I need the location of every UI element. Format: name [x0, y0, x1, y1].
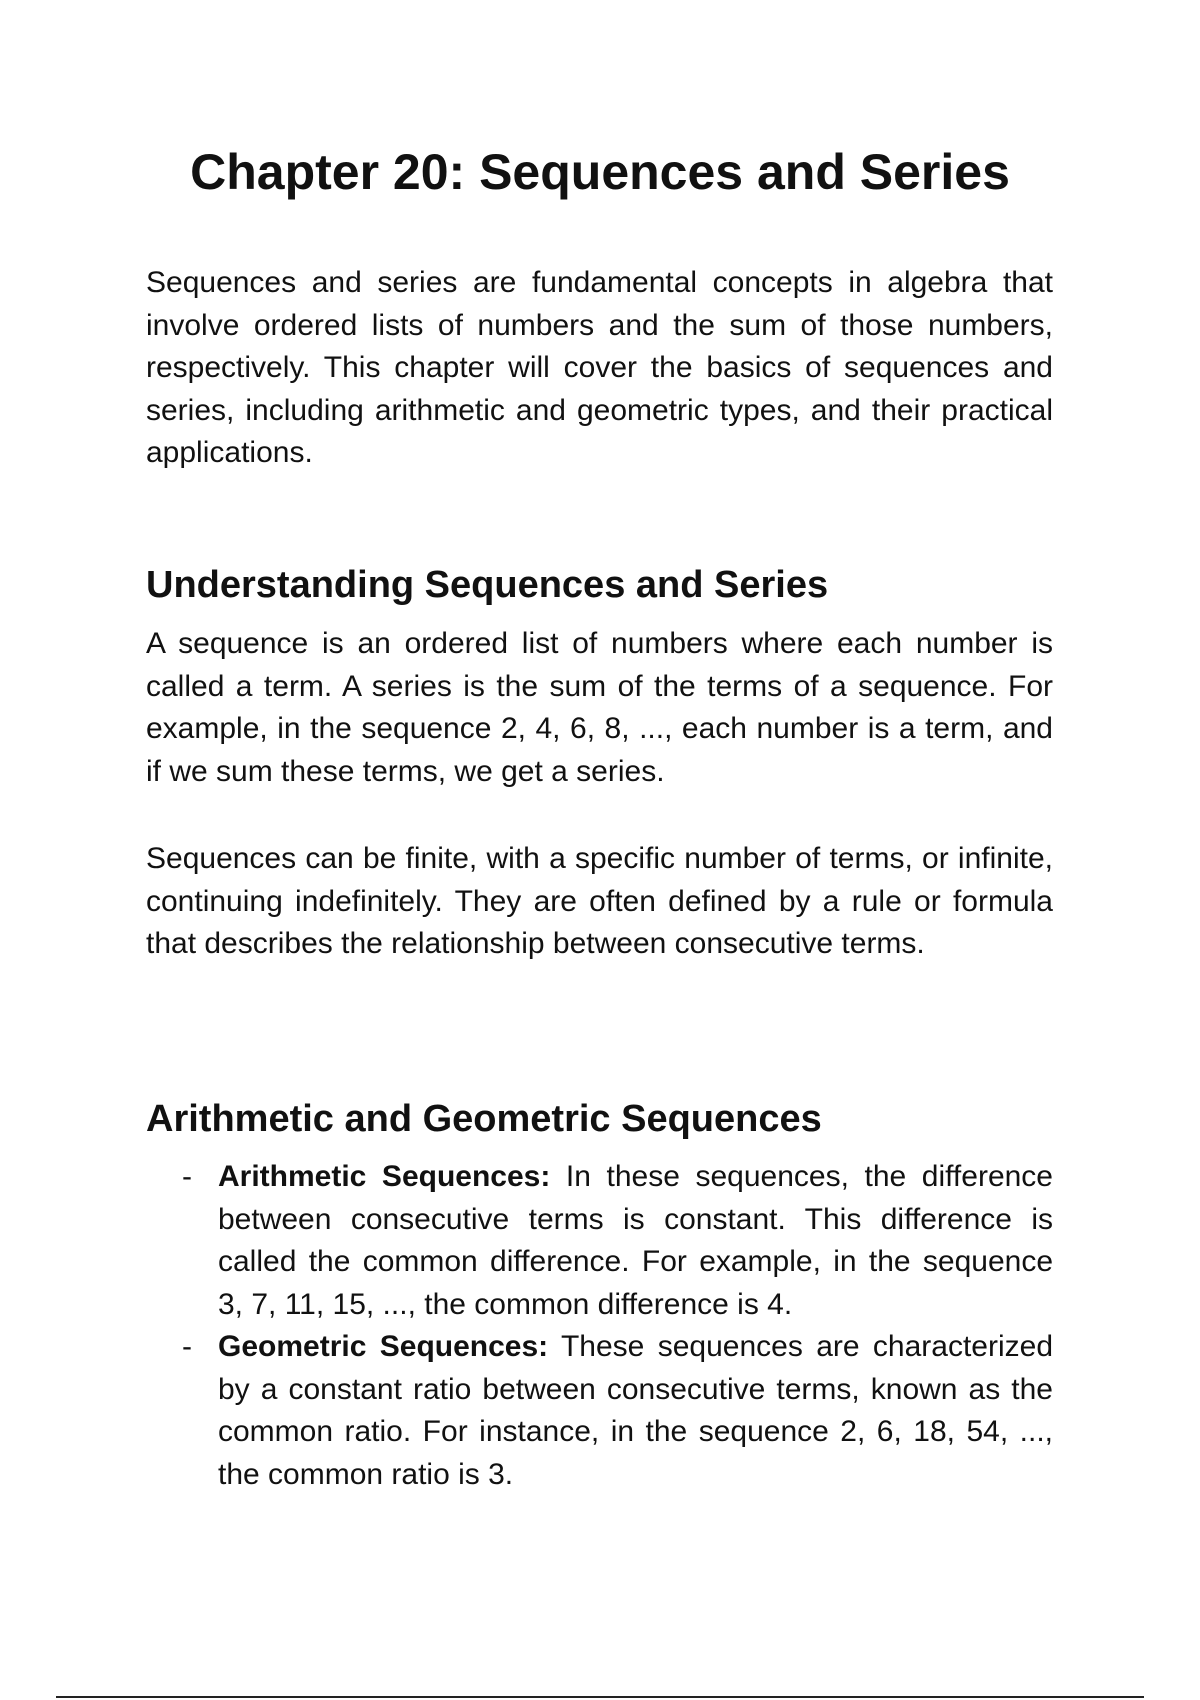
footer-divider [56, 1696, 1144, 1698]
list-item-arithmetic [146, 1156, 1053, 1326]
sequence-types-list [146, 1156, 1053, 1496]
intro-paragraph: Sequences and series are fundamental concepts in algebra that involve ordered lists of numbers and the sum of those numbers, respectively. This chapter will cover the basics of sequences and series, including arithmetic and geometric types, and their practical applications. [146, 266, 1053, 469]
section-heading-understanding: Understanding Sequences and Series [146, 564, 829, 606]
bullet-term: Arithmetic Sequences: [218, 1160, 551, 1193]
bullet-term: Geometric Sequences: [218, 1330, 549, 1363]
bullet-text: In these sequences, the difference between consecutive terms is constant. This difference is called the common difference. For example, in the sequence 3, 7, 11, 15, ..., the common difference is 4. [218, 1160, 1053, 1321]
bullet-dash: - [182, 1330, 192, 1363]
section-paragraph-finite-infinite: Sequences can be finite, with a specific number of terms, or infinite, continuing indefinitely. They are often defined by a rule or formula that describes the relationship between consecutive terms. [146, 842, 1053, 960]
bullet-text: These sequences are characterized by a constant ratio between consecutive terms, known as the common ratio. For instance, in the sequence 2, 6, 18, 54, ..., the common ratio is 3. [218, 1330, 1053, 1491]
section-paragraph-sequence-definition: A sequence is an ordered list of numbers where each number is called a term. A series is the sum of the terms of a sequence. For example, in the sequence 2, 4, 6, 8, ..., each number is a term, and if we sum these terms, we get a series. [146, 627, 1053, 788]
section-heading-arithmetic-geometric: Arithmetic and Geometric Sequences [146, 1098, 822, 1140]
chapter-title: Chapter 20: Sequences and Series [190, 144, 1010, 200]
list-item-geometric [146, 1326, 1053, 1496]
bullet-dash: - [182, 1160, 192, 1193]
